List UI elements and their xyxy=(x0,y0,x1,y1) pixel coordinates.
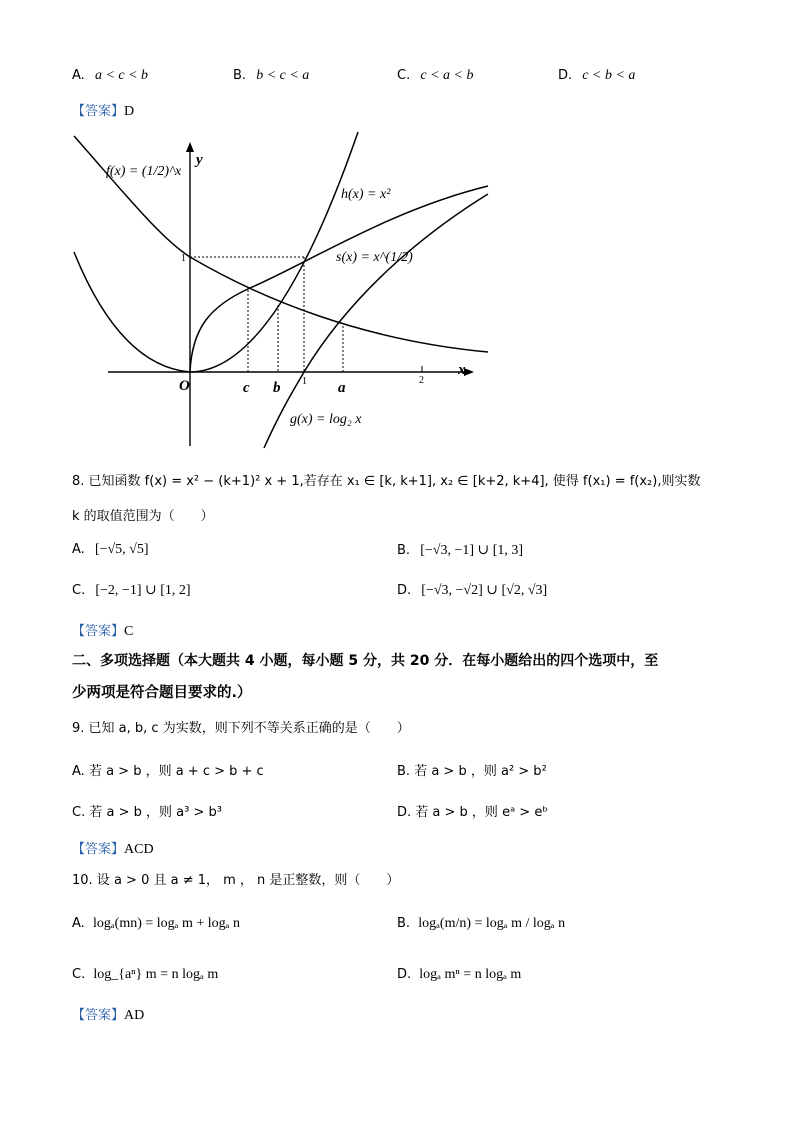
answer-value: ACD xyxy=(124,842,154,857)
q7-option-c xyxy=(397,68,473,84)
option-label: A. xyxy=(72,542,85,557)
q9-option-c xyxy=(72,801,222,820)
x-two-label: 2 xyxy=(419,375,424,386)
x-axis-label: x xyxy=(458,362,466,378)
q9-stem: 9. 已知 a, b, c 为实数，则下列不等关系正确的是（ ） xyxy=(72,721,410,736)
c-label: c xyxy=(243,380,250,396)
q7-option-a xyxy=(72,68,148,84)
section-heading-line1: 二、多项选择题（本大题共 4 小题，每小题 5 分，共 20 分．在每小题给出的四个选项中，至 xyxy=(72,653,659,669)
option-label: D. xyxy=(397,967,412,982)
q9-option-d xyxy=(397,801,548,820)
option-text: c < b < a xyxy=(582,68,636,83)
option-label: B. xyxy=(397,764,411,779)
q10-option-b xyxy=(397,916,565,932)
q8-option-c xyxy=(72,582,191,599)
b-label: b xyxy=(273,380,281,396)
q10-option-c xyxy=(72,967,218,983)
option-text: b < c < a xyxy=(256,68,310,83)
option-text: [−√3, −1] ∪ [1, 3] xyxy=(420,543,524,558)
option-text: logₐ(m/n) = logₐ m / logₐ n xyxy=(418,916,566,931)
option-text: logₐ mⁿ = n logₐ m xyxy=(419,967,522,982)
option-label: D. xyxy=(397,583,412,598)
q9-option-a xyxy=(72,760,264,779)
option-label: A. xyxy=(72,764,85,779)
option-label: C. xyxy=(397,68,411,83)
answer-value: AD xyxy=(124,1008,145,1023)
y-one-label: 1 xyxy=(181,253,186,264)
option-label: A. xyxy=(72,68,85,83)
a-label: a xyxy=(338,380,346,396)
q8-option-b xyxy=(397,542,523,559)
q8-option-d xyxy=(397,582,547,599)
q10-answer xyxy=(72,1004,144,1024)
q8-stem-line2: k 的取值范围为（ ） xyxy=(72,509,214,524)
answer-label: 【答案】 xyxy=(72,624,125,639)
option-text: [−2, −1] ∪ [1, 2] xyxy=(95,583,191,598)
option-text: log_{aⁿ} m = n logₐ m xyxy=(93,967,219,982)
option-text: 若 a > b ，则 eᵃ > eᵇ xyxy=(415,805,548,820)
option-text: logₐ(mn) = logₐ m + logₐ n xyxy=(92,916,240,931)
option-label: A. xyxy=(72,916,85,931)
option-label: C. xyxy=(72,967,86,982)
g-curve xyxy=(264,194,488,448)
q10-stem: 10. 设 a > 0 且 a ≠ 1， m ， n 是正整数，则（ ） xyxy=(72,873,400,888)
answer-label: 【答案】 xyxy=(72,104,125,119)
y-axis-label: y xyxy=(196,152,203,168)
x-one-label: 1 xyxy=(302,376,307,387)
option-label: D. xyxy=(558,68,573,83)
answer-label: 【答案】 xyxy=(72,842,125,857)
answer-label: 【答案】 xyxy=(72,1008,125,1023)
f-label: f(x) = (1/2)^x xyxy=(106,164,182,179)
option-text: a < c < b xyxy=(94,68,149,83)
origin-label: O xyxy=(179,378,190,394)
q8-stem-line1: 8. 已知函数 f(x) = x² − (k+1)² x + 1,若存在 x₁ ∈ [k, k+1], x₂ ∈ [k+2, k+4], 使得 f(x₁) = f(x₂),则实数 xyxy=(72,474,701,489)
q9-option-b xyxy=(397,760,547,779)
s-label: s(x) = x^(1/2) xyxy=(336,250,413,265)
option-text: 若 a > b ，则 a³ > b³ xyxy=(89,805,222,820)
q9-answer xyxy=(72,838,154,858)
q7-answer xyxy=(72,100,134,120)
option-text: [−√3, −√2] ∪ [√2, √3] xyxy=(421,583,548,598)
q8-option-a xyxy=(72,542,149,558)
option-label: B. xyxy=(397,916,411,931)
h-label: h(x) = x² xyxy=(341,187,391,202)
s-curve xyxy=(190,186,488,372)
option-label: C. xyxy=(72,805,86,820)
option-label: B. xyxy=(397,543,411,558)
section-heading-line2: 少两项是符合题目要求的.） xyxy=(72,685,252,701)
option-label: B. xyxy=(233,68,247,83)
q8-answer xyxy=(72,620,133,640)
q10-option-d xyxy=(397,967,521,983)
answer-value: C xyxy=(124,624,134,639)
y-axis-arrow xyxy=(186,142,194,152)
function-graph-figure xyxy=(60,128,500,453)
option-text: c < a < b xyxy=(420,68,474,83)
x-axis-arrow xyxy=(464,368,474,376)
answer-value: D xyxy=(124,104,135,119)
q7-option-d xyxy=(558,68,635,84)
option-text: [−√5, √5] xyxy=(94,542,149,557)
option-label: D. xyxy=(397,805,412,820)
option-text: 若 a > b ，则 a + c > b + c xyxy=(88,764,264,779)
g-label: g(x) = log₂ x xyxy=(290,412,362,427)
q7-option-b xyxy=(233,68,309,84)
option-text: 若 a > b ，则 a² > b² xyxy=(414,764,547,779)
q10-option-a xyxy=(72,916,240,932)
option-label: C. xyxy=(72,583,86,598)
